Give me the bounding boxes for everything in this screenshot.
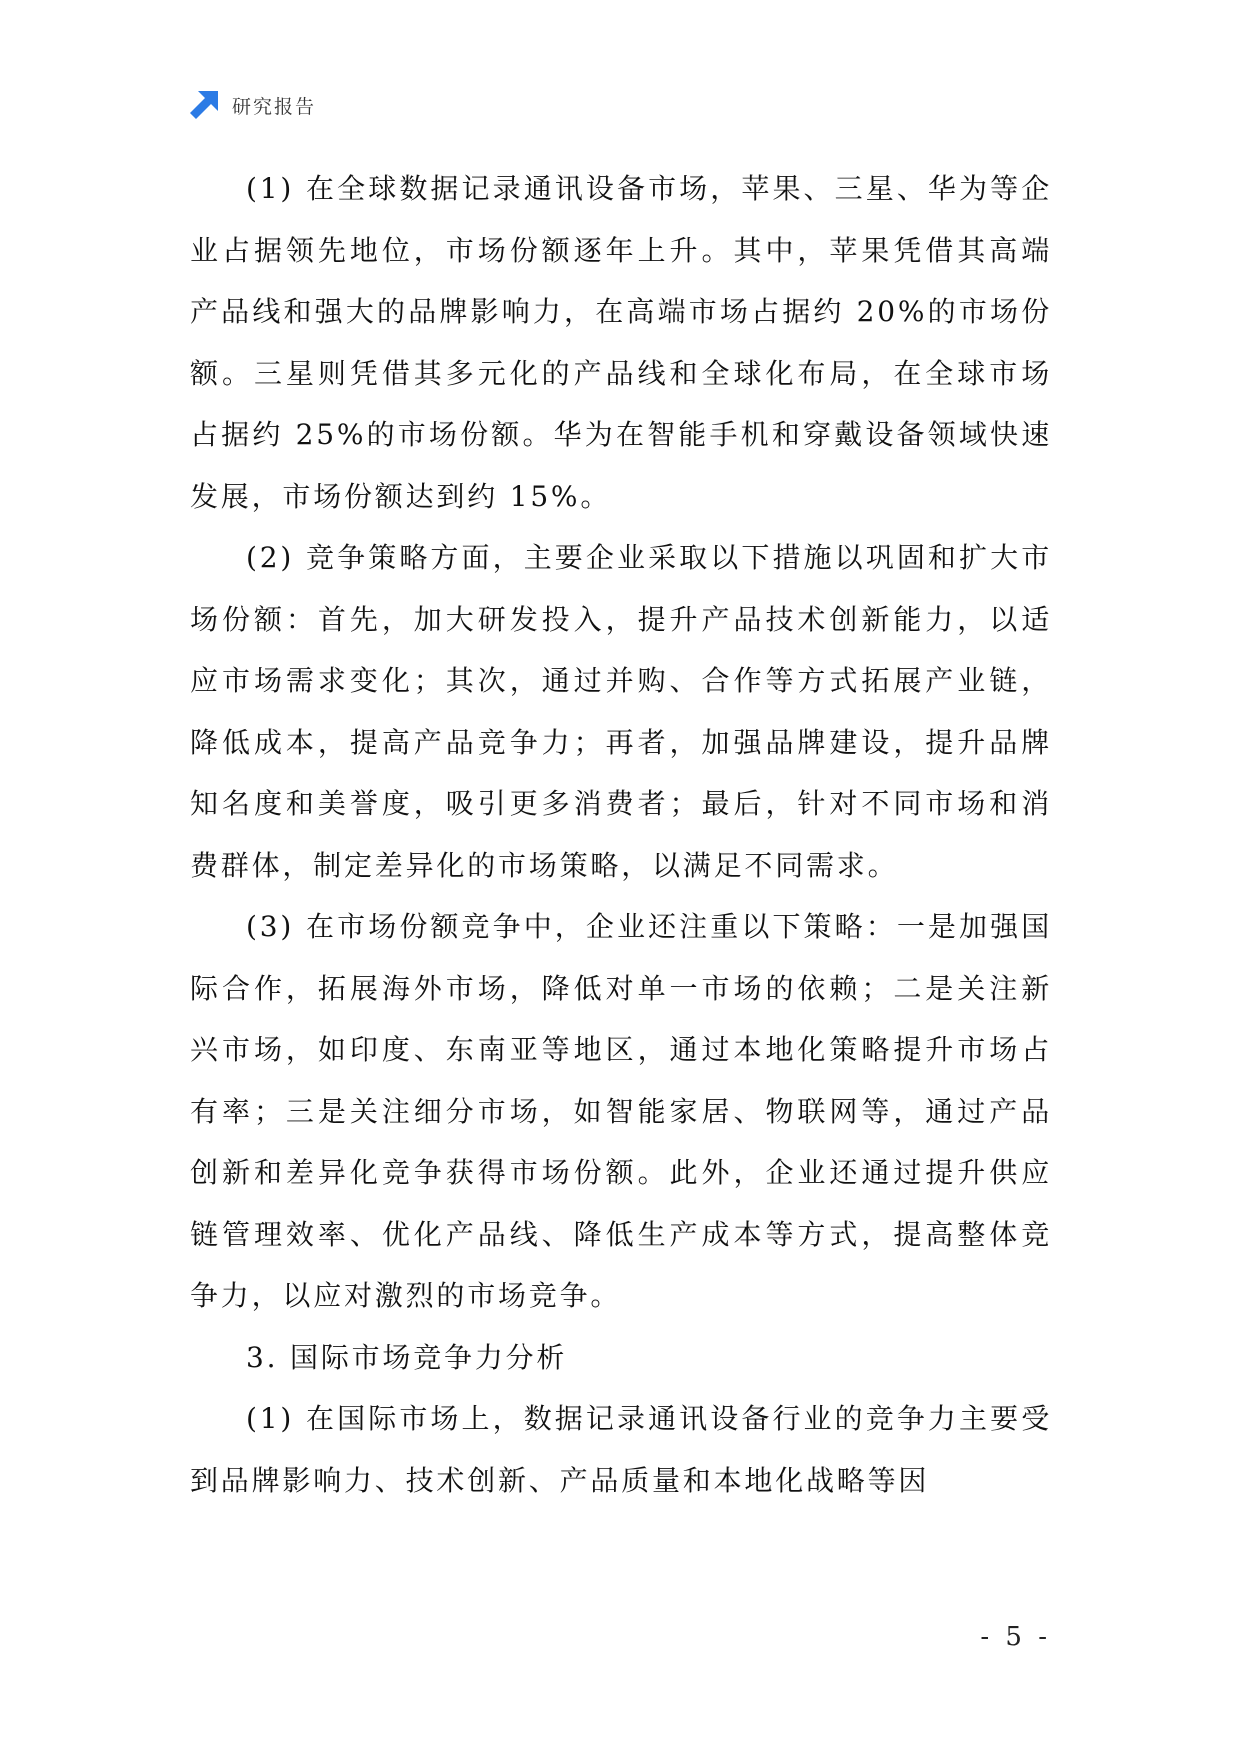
arrow-up-right-icon (188, 89, 220, 121)
section-heading: 3. 国际市场竞争力分析 (246, 1340, 568, 1374)
header-title: 研究报告 (232, 95, 317, 118)
paragraph-competition-strategy: (2) 竞争策略方面，主要企业采取以下措施以巩固和扩大市场份额：首先，加大研发投入，提升产品技术创新能力，以适应市场需求变化；其次，通过并购、合作等方式拓展产业链，降低成本，提高产品竞争力；再者，加强品牌建设，提升品牌知名度和美誉度，吸引更多消费者；最后，针对不同市场和消费群体，制定差异化的市场策略，以满足不同需求。 (190, 541, 1052, 882)
paragraph-market-share: (1) 在全球数据记录通讯设备市场，苹果、三星、华为等企业占据领先地位，市场份额逐年上升。其中，苹果凭借其高端产品线和强大的品牌影响力，在高端市场占据约 20%的市场份额。三星则凭借其多元化的产品线和全球化布局，在全球市场占据约 25%的市场份额。华为在智能手机和穿戴设备领域快速发展，市场份额达到约 15%。 (190, 172, 1052, 513)
report-body (190, 158, 1052, 1511)
page-number: - 5 - (980, 1622, 1051, 1652)
paragraph-international-competitiveness: (1) 在国际市场上，数据记录通讯设备行业的竞争力主要受到品牌影响力、技术创新、产品质量和本地化战略等因 (190, 1402, 1052, 1497)
report-header (188, 88, 316, 122)
paragraph-share-strategy: (3) 在市场份额竞争中，企业还注重以下策略：一是加强国际合作，拓展海外市场，降低对单一市场的依赖；二是关注新兴市场，如印度、东南亚等地区，通过本地化策略提升市场占有率；三是关注细分市场，如智能家居、物联网等，通过产品创新和差异化竞争获得市场份额。此外，企业还通过提升供应链管理效率、优化产品线、降低生产成本等方式，提高整体竞争力，以应对激烈的市场竞争。 (190, 910, 1052, 1312)
